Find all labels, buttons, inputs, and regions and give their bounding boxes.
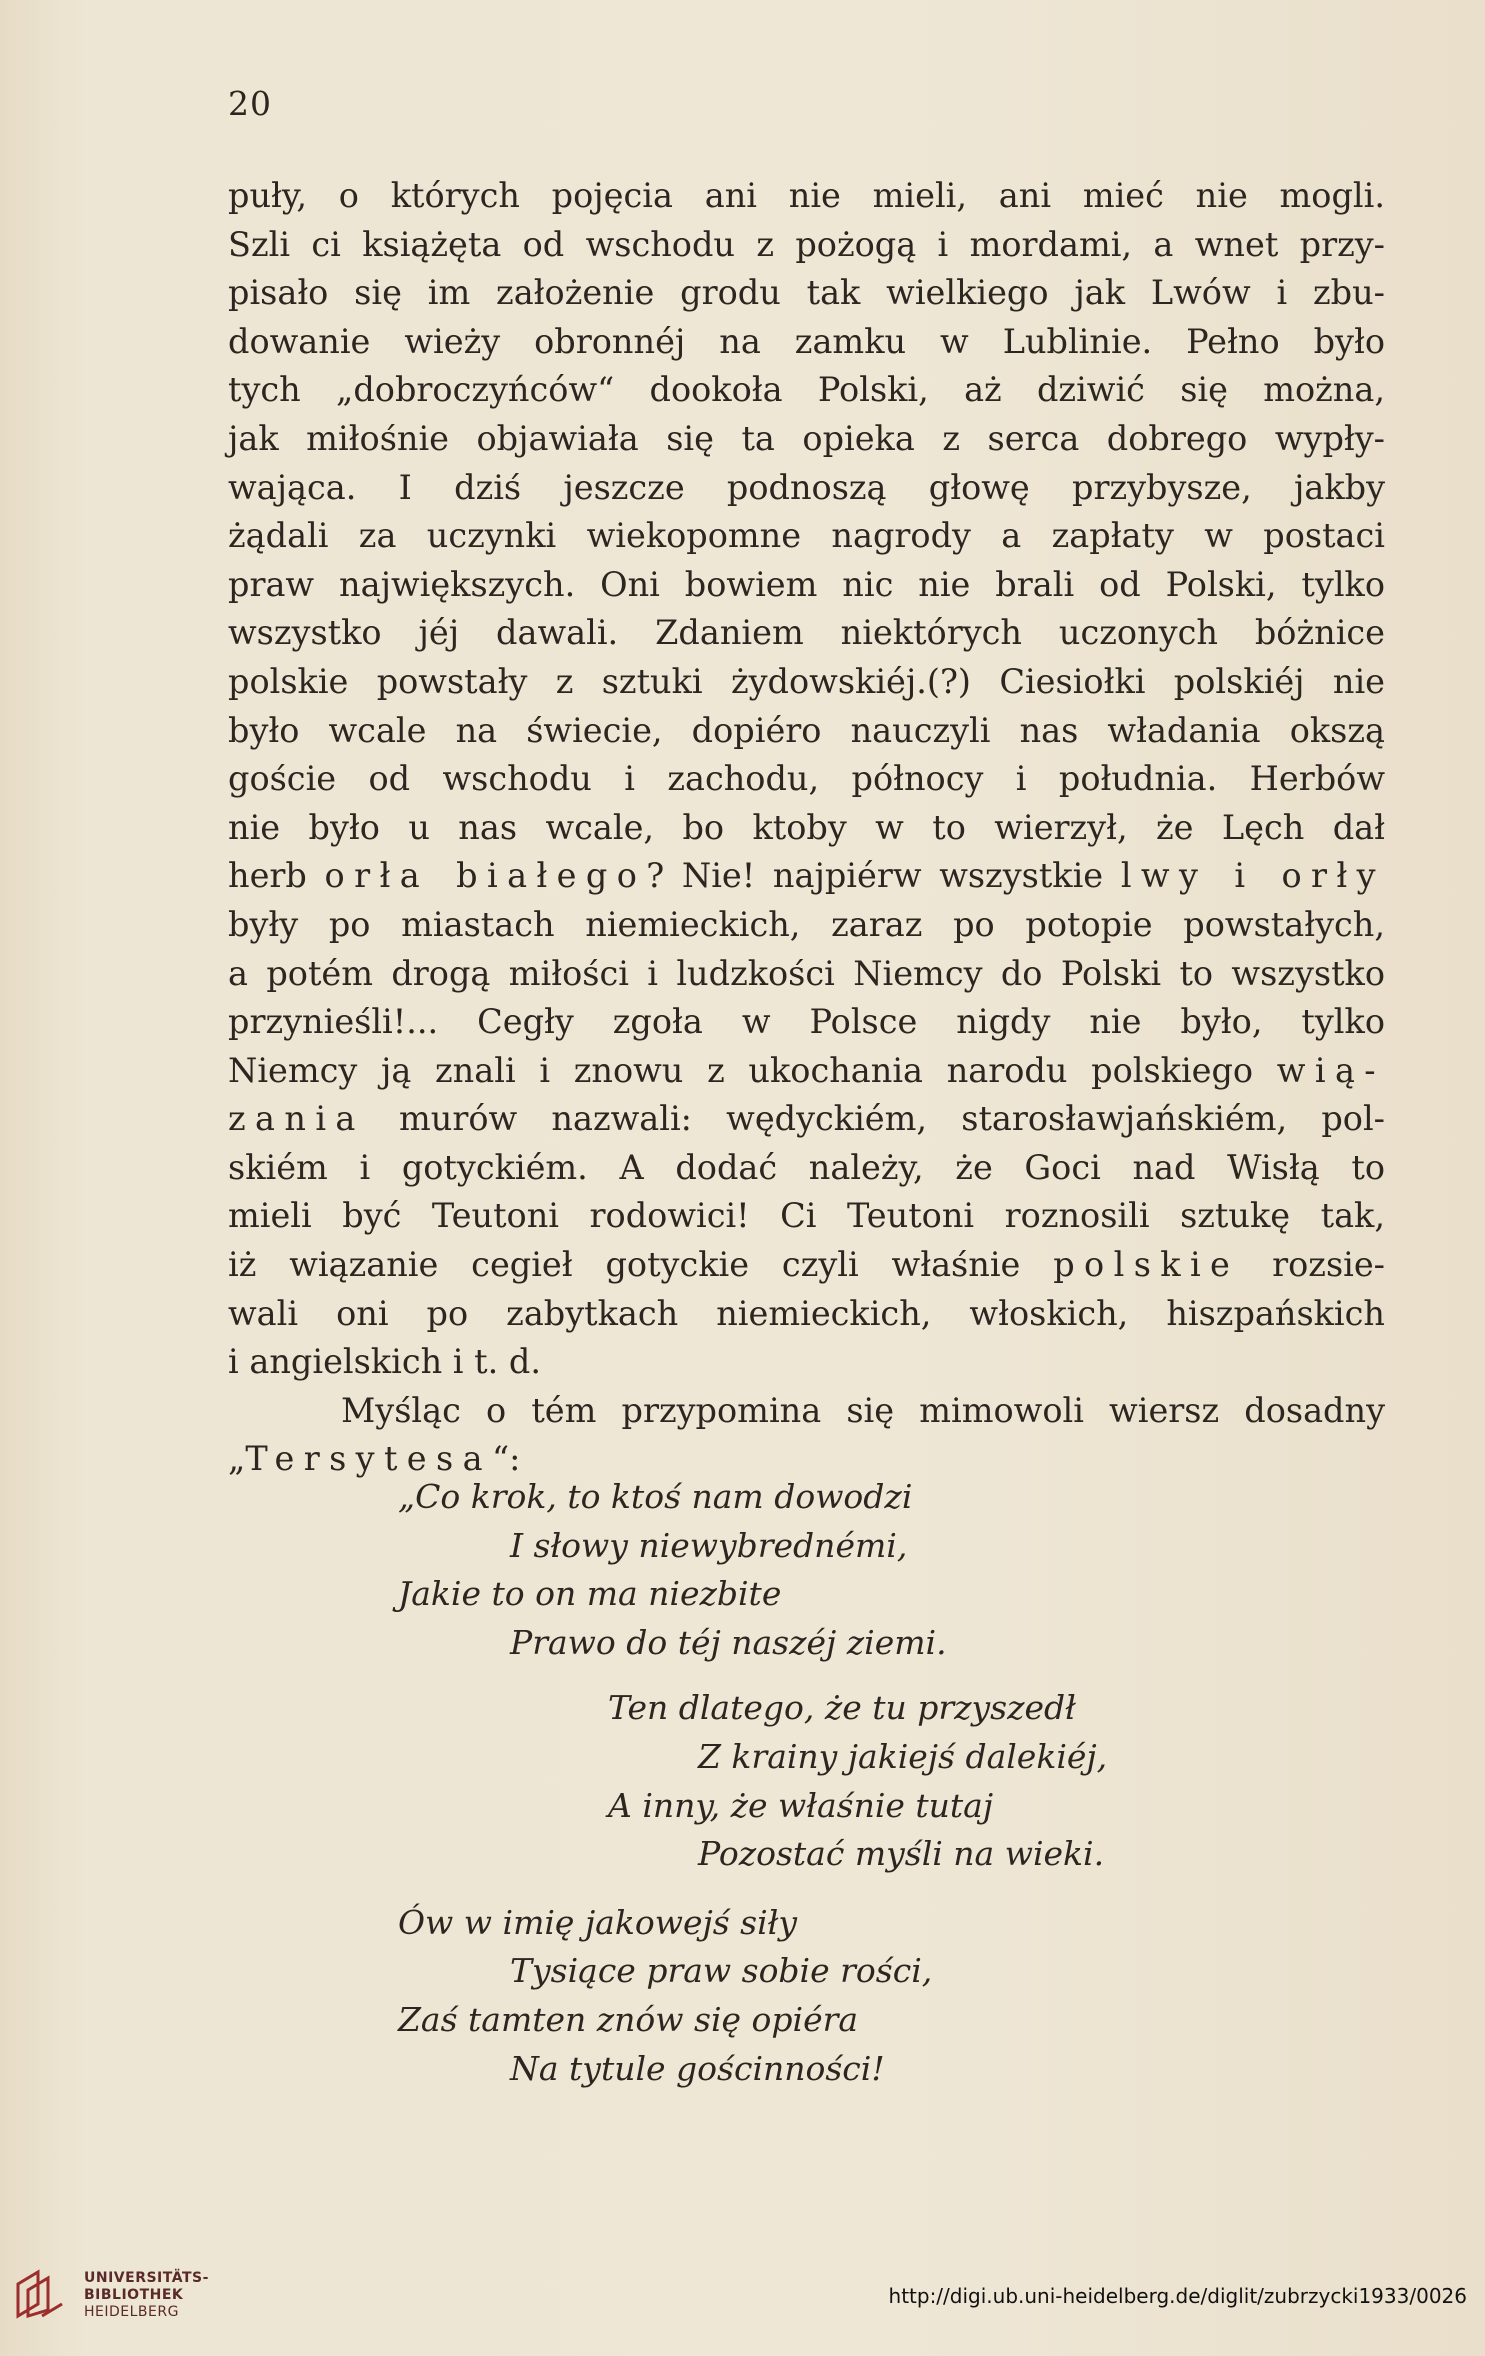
poem-line: Ten dlatego, że tu przyszedł bbox=[608, 1688, 1076, 1728]
text-run: iż wiązanie cegieł gotyckie czyli właśnie bbox=[228, 1245, 1054, 1285]
poem-stanza bbox=[228, 1899, 1228, 2093]
poem-line: Prawo do téj naszéj ziemi. bbox=[510, 1622, 947, 1662]
text-run: skiém i gotyckiém. A dodać należy, że Goci nad Wisłą to bbox=[228, 1147, 1385, 1187]
poem-line: Tysiące praw sobie rości, bbox=[510, 1951, 933, 1991]
text-run: przynieśli!... Cegły zgoła w Polsce nigdy nie było, tylko bbox=[228, 1002, 1385, 1042]
paragraph-1 bbox=[228, 172, 1385, 1387]
text-run: jak miłośnie objawiała się ta opieka z serca dobrego wypły- bbox=[228, 418, 1385, 458]
text-line bbox=[228, 901, 1385, 950]
poem-line: „Co krok, to ktoś nam dowodzi bbox=[398, 1477, 913, 1516]
text-run: wali oni po zabytkach niemieckich, włoskich, hiszpańskich bbox=[228, 1293, 1385, 1333]
text-run: praw największych. Oni bowiem nic nie brali od Polski, tylko bbox=[228, 564, 1385, 604]
text-line bbox=[228, 658, 1385, 707]
library-line-1: UNIVERSITÄTS- bbox=[84, 2270, 209, 2286]
library-line-3: HEIDELBERG bbox=[84, 2304, 179, 2320]
text-line bbox=[228, 269, 1385, 318]
spaced-emphasis: zania bbox=[228, 1099, 365, 1139]
text-run: były po miastach niemieckich, zaraz po potopie powstałych, bbox=[228, 904, 1385, 944]
text-run: puły, o których pojęcia ani nie mieli, ani mieć nie mogli. bbox=[228, 176, 1385, 215]
text-line bbox=[228, 221, 1385, 270]
text-run: „ bbox=[228, 1439, 246, 1479]
poem-line: A inny, że właśnie tutaj bbox=[608, 1785, 994, 1825]
poem-line: I słowy niewybrednémi, bbox=[510, 1525, 908, 1565]
text-run: nie było u nas wcale, bo ktoby w to wierzył, że Lęch dał bbox=[228, 807, 1385, 847]
spaced-emphasis: wią- bbox=[1276, 1050, 1385, 1090]
text-run: Myśląc o tém przypomina się mimowoli wiersz dosadny bbox=[341, 1390, 1385, 1430]
text-line bbox=[228, 1241, 1385, 1290]
text-line bbox=[228, 1290, 1385, 1339]
text-line bbox=[228, 755, 1385, 804]
text-run: a potém drogą miłości i ludzkości Niemcy do Polski to wszystko bbox=[228, 953, 1385, 993]
text-line bbox=[228, 1338, 1385, 1387]
text-line bbox=[228, 1387, 1385, 1436]
text-line bbox=[228, 998, 1385, 1047]
text-run: wszystko jéj dawali. Zdaniem niektórych uczonych bóżnice bbox=[228, 613, 1385, 653]
poem-stanza bbox=[228, 1473, 1228, 1667]
text-line bbox=[228, 950, 1385, 999]
text-line bbox=[228, 852, 1385, 901]
poem-line: Jakie to on ma niezbite bbox=[398, 1574, 782, 1614]
text-run: pisało się im założenie grodu tak wielkiego jak Lwów i zbu- bbox=[228, 273, 1385, 313]
library-logo-icon bbox=[12, 2266, 68, 2322]
poem-line: Pozostać myśli na wieki. bbox=[698, 1834, 1105, 1874]
text-line bbox=[228, 318, 1385, 367]
poem-line: Na tytule gościnności! bbox=[510, 2048, 885, 2088]
text-run: dowanie wieży obronnéj na zamku w Lublinie. Pełno było bbox=[228, 321, 1385, 361]
spaced-emphasis: lwy i orły bbox=[1120, 856, 1385, 896]
library-line-2: BIBLIOTHEK bbox=[84, 2287, 184, 2303]
text-run: ? Nie! najpiérw wszystkie bbox=[646, 856, 1121, 896]
text-line bbox=[228, 707, 1385, 756]
text-run: i angielskich i t. d. bbox=[228, 1342, 542, 1382]
text-line bbox=[228, 415, 1385, 464]
page-number: 20 bbox=[228, 84, 272, 123]
text-line bbox=[228, 561, 1385, 610]
paragraph-2 bbox=[228, 1387, 1385, 1484]
text-line bbox=[228, 1095, 1385, 1144]
text-run: mieli być Teutoni rodowici! Ci Teutoni roznosili sztukę tak, bbox=[228, 1196, 1385, 1236]
text-run: żądali za uczynki wiekopomne nagrody a zapłaty w postaci bbox=[228, 516, 1385, 556]
text-run: było wcale na świecie, dopiéro nauczyli nas władania okszą bbox=[228, 710, 1385, 750]
text-line bbox=[228, 512, 1385, 561]
text-run: tych „dobroczyńców“ dookoła Polski, aż dziwić się można, bbox=[228, 370, 1385, 410]
text-run: Szli ci książęta od wschodu z pożogą i mordami, a wnet przy- bbox=[228, 224, 1385, 264]
text-run: murów nazwali: wędyckiém, starosławjańskiém, pol- bbox=[364, 1099, 1385, 1139]
text-line bbox=[228, 464, 1385, 513]
library-name bbox=[84, 2270, 209, 2321]
text-line bbox=[228, 804, 1385, 853]
text-line bbox=[228, 1144, 1385, 1193]
text-line bbox=[228, 366, 1385, 415]
text-run: polskie powstały z sztuki żydowskiéj.(?) Ciesiołki polskiéj nie bbox=[228, 661, 1385, 701]
source-url-link[interactable]: http://digi.ub.uni-heidelberg.de/diglit/zubrzycki1933/0026 bbox=[888, 2284, 1467, 2308]
poem-line: Z krainy jakiejś dalekiéj, bbox=[698, 1736, 1108, 1776]
text-run: “: bbox=[491, 1439, 521, 1479]
text-line bbox=[228, 1047, 1385, 1096]
text-run: rozsie- bbox=[1239, 1245, 1386, 1285]
footer bbox=[0, 2240, 1485, 2356]
text-line bbox=[228, 172, 1385, 221]
spaced-emphasis: polskie bbox=[1053, 1245, 1240, 1285]
poem-line: Ów w imię jakowejś siły bbox=[398, 1902, 797, 1942]
text-run: Niemcy ją znali i znowu z ukochania narodu polskiego bbox=[228, 1050, 1277, 1090]
text-run: herb bbox=[228, 856, 325, 896]
spaced-emphasis: Tersytesa bbox=[245, 1439, 492, 1479]
text-line bbox=[228, 1192, 1385, 1241]
quoted-poem bbox=[228, 1473, 1228, 2093]
poem-line: Zaś tamten znów się opiéra bbox=[398, 1999, 859, 2039]
text-run: wająca. I dziś jeszcze podnoszą głowę przybysze, jakby bbox=[228, 467, 1385, 507]
text-line bbox=[228, 609, 1385, 658]
poem-stanza bbox=[228, 1684, 1228, 1878]
body-text bbox=[228, 172, 1385, 1484]
spaced-emphasis: orła białego bbox=[324, 856, 647, 896]
text-run: goście od wschodu i zachodu, północy i południa. Herbów bbox=[228, 759, 1385, 799]
